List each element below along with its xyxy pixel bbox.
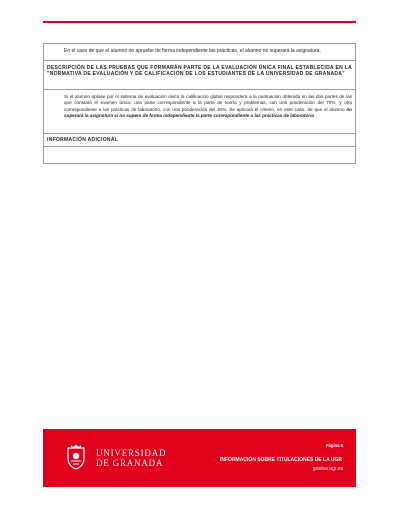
additional-info-heading-row xyxy=(44,134,355,147)
university-name xyxy=(96,448,166,468)
evaluation-text-end: . xyxy=(314,113,316,119)
footer-band xyxy=(43,429,356,487)
evaluation-text-emph: evaluación única xyxy=(144,94,180,99)
additional-info-row xyxy=(44,147,355,163)
evaluation-text-a: Si el alumno optase por el sistema de xyxy=(64,94,145,99)
page-number: Página 5 xyxy=(325,443,343,448)
evaluation-description-row xyxy=(44,90,355,134)
evaluation-text-strong: no superará la asignatura si no supera de forma independiente la parte correspondiente a las prácticas de laboratorio xyxy=(64,106,352,119)
evaluation-description-heading-row xyxy=(44,61,355,90)
practicas-note-row xyxy=(44,44,355,61)
footer-site-link[interactable]: grados.ugr.es xyxy=(312,466,343,472)
additional-info-heading: INFORMACIÓN ADICIONAL xyxy=(47,137,119,143)
university-crest-icon xyxy=(65,444,87,470)
university-name-line2: DE GRANADA xyxy=(96,458,164,468)
university-name-line1: UNIVERSIDAD xyxy=(96,448,167,458)
evaluation-description-heading: DESCRIPCIÓN DE LAS PRUEBAS QUE FORMARÁN PARTE DE LA EVALUACIÓN ÚNICA FINAL ESTABLECIDA EN LA "NORMATIVA DE EVALUACIÓN Y DE CALIFICACIÓN DE LOS ESTUDIANTES DE LA UNIVERSIDAD DE GRANADA" xyxy=(47,65,352,77)
header-rule xyxy=(43,21,356,23)
evaluation-table xyxy=(43,43,356,164)
footer-info-text: INFORMACIÓN SOBRE TITULACIONES DE LA UGR xyxy=(220,457,343,463)
evaluation-text-b: la calificación global responderá a la puntuación obtenida en las dos partes de las que constará el examen único: una parte correspondiente a la parte de teoría y problemas, con una ponderación del 70%, y otra correspondiente a las prácticas de laboratorio, con una ponderación del 30%. Se aplicará el criterio, en este caso, de que el alumno xyxy=(64,94,352,112)
practicas-note-text: En el caso de que el alumno no apruebe de forma independiente las prácticas, el alumno no superará la asignatura. xyxy=(64,48,321,54)
